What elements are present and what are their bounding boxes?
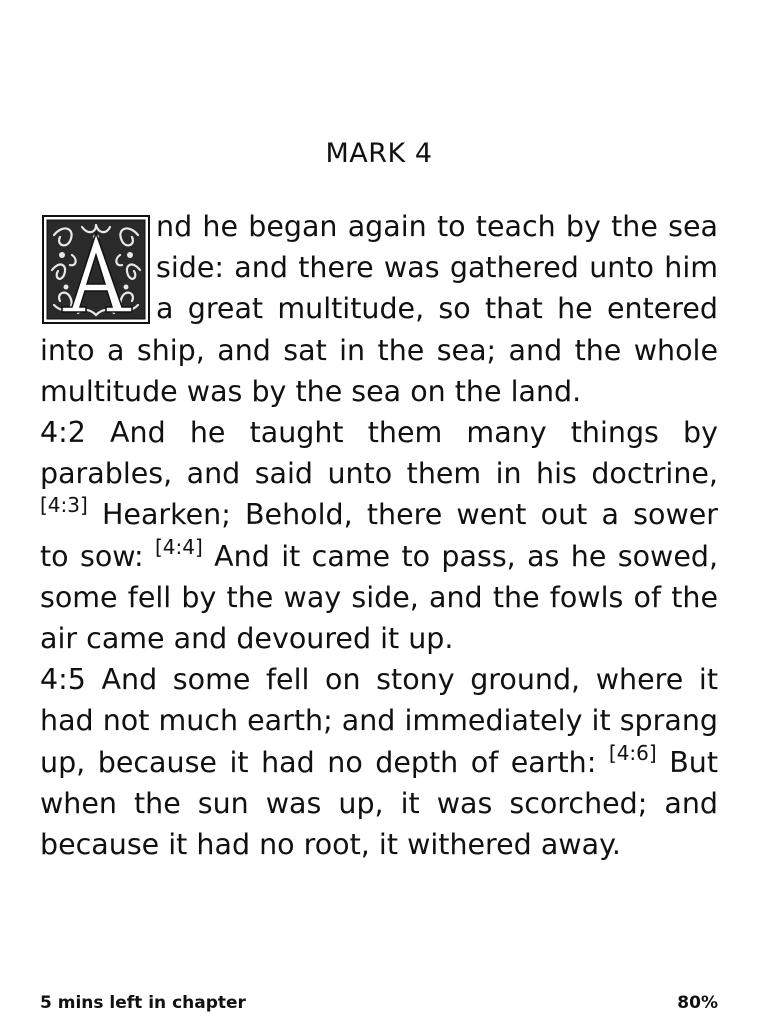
verse-text: But when the sun was up, it was scorched; and because it had no root, it withered away. (40, 745, 718, 862)
reading-footer (40, 993, 718, 1013)
chapter-title: MARK 4 (325, 138, 433, 169)
verse-reference: [4:4] (155, 534, 203, 559)
verse-text: Hearken; Behold, there went out a sower to sow: (40, 498, 718, 573)
paragraph-1-text: nd he began again to teach by the sea side: and there was gathered unto him a great multitude, so that he entered into a ship, and sat in the sea; and the whole multitude was by the sea on the land. (40, 210, 718, 408)
time-left-in-chapter[interactable]: 5 mins left in chapter (40, 993, 246, 1013)
reading-progress[interactable]: 80% (677, 993, 718, 1013)
ornate-drop-cap-icon (42, 215, 150, 324)
verse-text: And he taught them many things by parables, and said unto them in his doctrine, (40, 416, 718, 491)
verse-text: And some fell on stony ground, where it had not much earth; and immediately it sprang up, because it had no depth of earth: (40, 663, 718, 779)
paragraph-3 (40, 659, 718, 865)
chapter-text (40, 206, 718, 958)
paragraph-2 (40, 412, 718, 659)
paragraph-1 (40, 206, 718, 412)
verse-reference: [4:6] (608, 740, 657, 765)
verse-number: 4:5 (40, 663, 86, 697)
verse-text: And it came to pass, as he sowed, some fell by the way side, and the fowls of the air came and devoured it up. (40, 539, 718, 656)
verse-number: 4:2 (40, 416, 86, 450)
verse-reference: [4:3] (40, 493, 88, 518)
